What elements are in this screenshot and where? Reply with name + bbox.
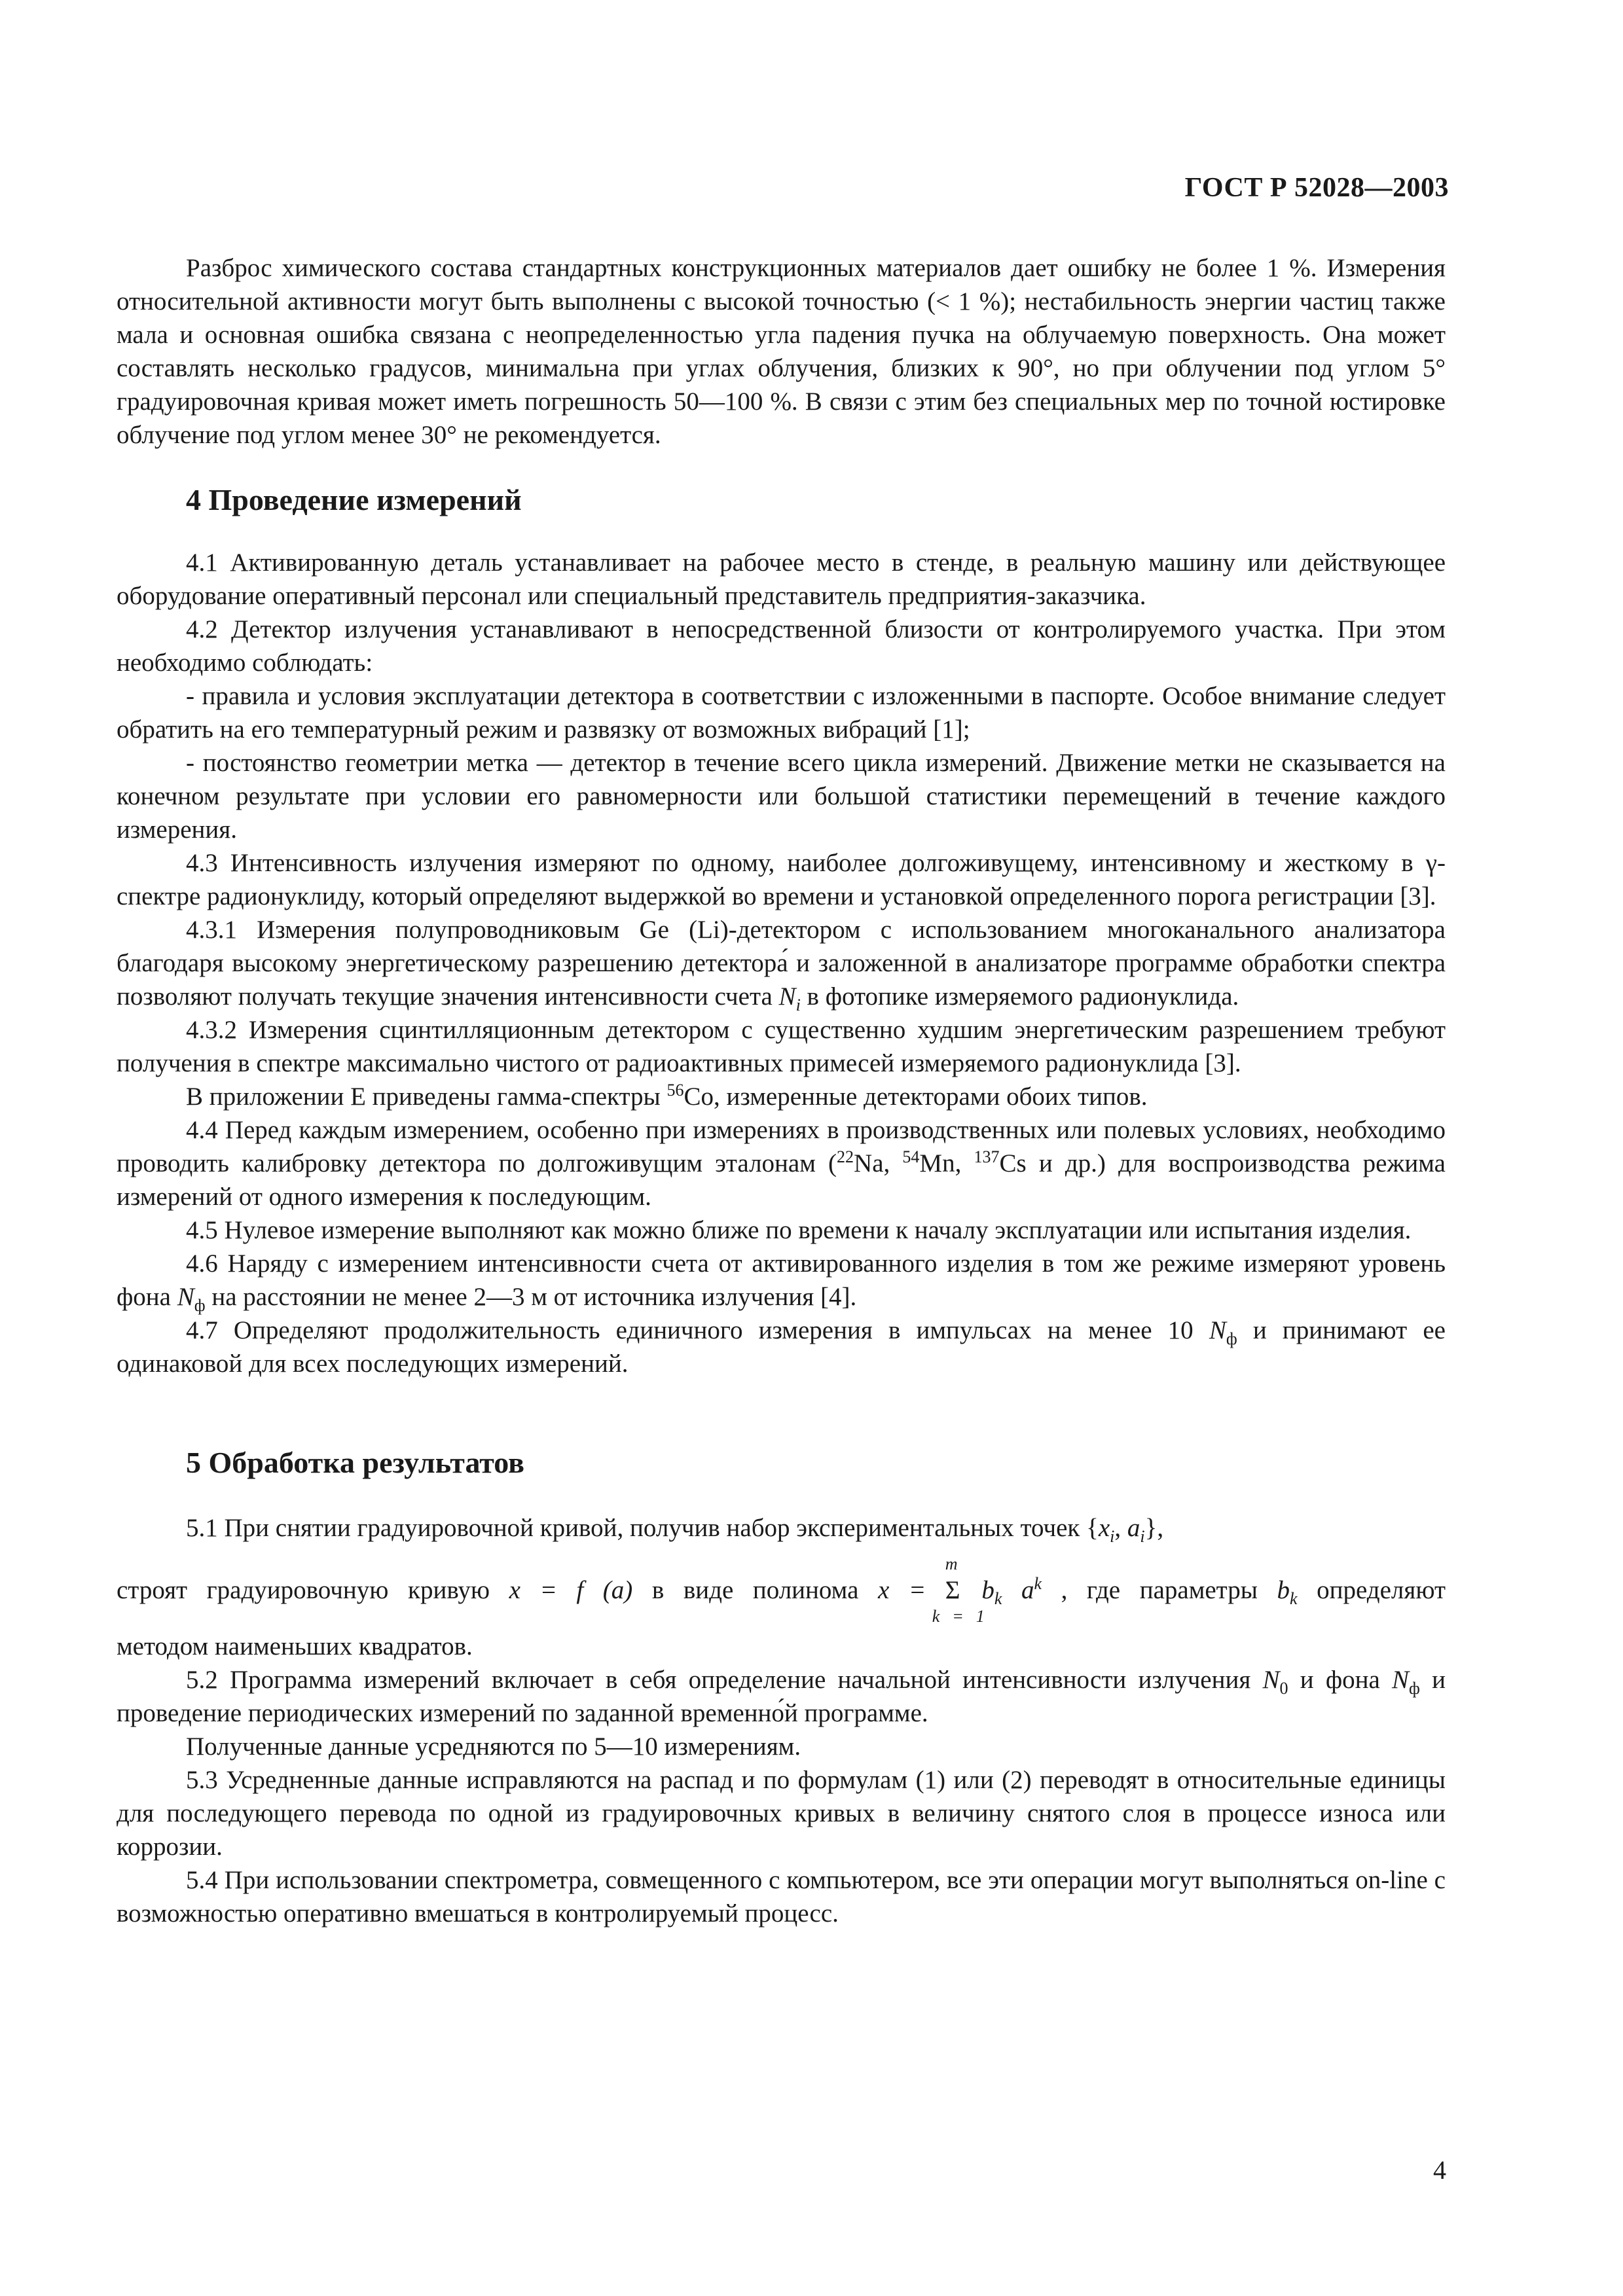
paragraph-4-3-2: 4.3.2 Измерения сцинтилляционным детектором с существенно худшим энергетическим разрешением требуют получения в спектре максимально чистого от радиоактивных примесей измеряемого радионуклида [3]. — [117, 1016, 1446, 1077]
symbol-n-subscript: ф — [194, 1295, 206, 1315]
equation-lhs: x = — [877, 1576, 945, 1604]
symbol-n-subscript: ф — [1226, 1329, 1237, 1348]
symbol-a: a — [1127, 1514, 1140, 1542]
coefficient-b-subscript: k — [994, 1588, 1002, 1608]
formula-line-text-d: определяют — [1297, 1576, 1446, 1604]
formula-line-text-c: , где параметры — [1042, 1576, 1277, 1604]
summation-symbol: Σ — [945, 1576, 960, 1604]
isotope-mass-number: 56 — [666, 1081, 684, 1100]
paragraph-5-2 — [117, 1663, 1446, 1730]
paragraph-4-4-text-a: 4.4 Перед каждым измерением, особенно при измерениях в производственных или полевых условиях, необходимо проводить калибровку детектора по долгоживущим эталонам ( — [117, 1116, 1446, 1177]
formula-line-text-a: строят градуировочную кривую — [117, 1576, 509, 1604]
paragraph-4-3-1-text-b: в фотопике измеряемого радионуклида. — [800, 982, 1239, 1011]
paragraph-5-2-text-b: и фона — [1288, 1666, 1393, 1694]
symbol-n-subscript: i — [795, 995, 801, 1014]
paragraph-4-7-text-a: 4.7 Определяют продолжительность единичного измерения в импульсах на менее 10 — [186, 1316, 1209, 1344]
symbol-x-subscript: i — [1110, 1526, 1115, 1546]
symbol-n: N — [1262, 1666, 1280, 1694]
separator: , — [1114, 1514, 1127, 1542]
paragraph-4-6-text-a: 4.6 Наряду с измерением интенсивности счета от активированного изделия в том же режиме измеряют уровень фона — [117, 1249, 1446, 1311]
paragraph-4-1: 4.1 Активированную деталь устанавливает на рабочее место в стенде, в реальную машину или действующее оборудование оперативный персонал или специальный представитель предприятия-заказчика. — [117, 548, 1446, 610]
paragraph-5-2-averaging: Полученные данные усредняются по 5—10 измерениям. — [186, 1732, 801, 1761]
summation-upper-limit: m — [945, 1554, 958, 1573]
polynomial-formula-line — [117, 1556, 1446, 1624]
symbol-n-subscript: ф — [1409, 1678, 1420, 1698]
appendix-note — [117, 1080, 1446, 1113]
section-5-title: 5 Обработка результатов — [186, 1446, 524, 1479]
paragraph-4-4-text-b: Na, — [854, 1149, 903, 1177]
paragraph-5-1-end: методом наименьших квадратов. — [117, 1632, 473, 1660]
symbol-x: x — [1098, 1514, 1110, 1542]
paragraph-4-5: 4.5 Нулевое измерение выполняют как можно ближе по времени к началу эксплуатации или испытания изделия. — [186, 1216, 1412, 1244]
appendix-note-text-a: В приложении Е приведены гамма-спектры — [186, 1083, 667, 1111]
paragraph-4-6 — [117, 1247, 1446, 1314]
paragraph-5-1-text-b: }, — [1144, 1514, 1164, 1542]
isotope-mass-number: 54 — [902, 1147, 920, 1166]
paragraph-4-3-1-text-a: 4.3.1 Измерения полупроводниковым Ge (Li)-детектором с использованием многоканального анализатора благодаря высокому энергетическому разрешению детектора́ и заложенной в анализаторе программе обработки спектра позволяют получать текущие значения интенсивности счета — [117, 916, 1446, 1011]
variable-a: a — [1002, 1576, 1034, 1604]
summation-lower-limit: k = 1 — [932, 1607, 985, 1626]
paragraph-4-3: 4.3 Интенсивность излучения измеряют по одному, наиболее долгоживущему, интенсивному и жесткому в γ-спектре радионуклиду, который определяют выдержкой во времени и установкой определенного порога регистрации [3]. — [117, 849, 1446, 910]
coefficient-b: b — [962, 1576, 994, 1604]
paragraph-4-2: 4.2 Детектор излучения устанавливают в непосредственной близости от контролируемого участка. При этом необходимо соблюдать: — [117, 615, 1446, 677]
symbol-a-subscript: i — [1140, 1526, 1145, 1546]
variable-a-exponent: k — [1034, 1574, 1042, 1593]
paragraph-5-1-text-a: 5.1 При снятии градуировочной кривой, получив набор экспериментальных точек { — [186, 1514, 1099, 1542]
document-id-header: ГОСТ Р 52028—2003 — [1184, 173, 1449, 203]
appendix-note-text-b: Co, измеренные детекторами обоих типов. — [684, 1083, 1148, 1111]
paragraph-4-6-text-b: на расстоянии не менее 2—3 м от источника излучения [4]. — [205, 1283, 857, 1311]
paragraph-5-3: 5.3 Усредненные данные исправляются на распад и по формулам (1) или (2) переводят в относительные единицы для последующего перевода по одной из градуировочных кривых в величину снятого слоя в процессе износа или коррозии. — [117, 1766, 1446, 1861]
summation-sign — [932, 1554, 985, 1626]
formula-text — [117, 1554, 1446, 1626]
isotope-mass-number: 22 — [837, 1147, 854, 1166]
symbol-n: N — [778, 982, 796, 1011]
paragraph-4-7-text-b: и принимают ее одинаковой для всех последующих измерений. — [117, 1316, 1446, 1378]
paragraph-4-3-1 — [117, 913, 1446, 1013]
symbol-n-subscript: 0 — [1279, 1678, 1288, 1698]
symbol-n: N — [1209, 1316, 1226, 1344]
paragraph-4-4-text-c: Mn, — [919, 1149, 974, 1177]
paragraph-4-2-item-2: - постоянство геометрии метка — детектор в течение всего цикла измерений. Движение метки не сказывается на конечном результате при условии его равномерности или большой статистики перемещений в течение каждого измерения. — [117, 749, 1446, 844]
section-4-title: 4 Проведение измерений — [186, 483, 522, 516]
isotope-mass-number: 137 — [974, 1147, 1000, 1166]
formula-line-text-b: в виде полинома — [632, 1576, 878, 1604]
symbol-n: N — [1392, 1666, 1410, 1694]
page-number: 4 — [1433, 2155, 1446, 2185]
parameter-b-subscript: k — [1289, 1588, 1298, 1608]
paragraph-4-2-item-1: - правила и условия эксплуатации детектора в соответствии с изложенными в паспорте. Особое внимание следует обратить на его температурный режим и развязку от возможных вибраций [1]; — [117, 682, 1446, 744]
document-body — [117, 251, 1446, 1930]
paragraph-5-2-text-a: 5.2 Программа измерений включает в себя определение начальной интенсивности излучения — [186, 1666, 1263, 1694]
paragraph-4-4-text-d: Cs и др.) для воспроизводства режима измерений от одного измерения к последующим. — [117, 1149, 1446, 1211]
intro-paragraph: Разброс химического состава стандартных конструкционных материалов дает ошибку не более 1 %. Измерения относительной активности могут быть выполнены с высокой точностью (< 1 %); нестабильность энергии частиц также мала и основная ошибка связана с неопределенностью угла падения пучка на облучаемую поверхность. Она может составлять несколько градусов, минимальна при углах облучения, близких к 90°, но при облучении под углом 5° градуировочная кривая может иметь погрешность 50—100 %. В связи с этим без специальных мер по точной юстировке облучение под углом менее 30° не рекомендуется. — [117, 254, 1446, 449]
paragraph-4-7 — [117, 1314, 1446, 1380]
paragraph-5-4: 5.4 При использовании спектрометра, совмещенного с компьютером, все эти операции могут выполняться on-line с возможностью оперативно вмешаться в контролируемый процесс. — [117, 1866, 1446, 1928]
paragraph-5-1 — [117, 1511, 1446, 1545]
parameter-b: b — [1277, 1576, 1290, 1604]
paragraph-4-4 — [117, 1113, 1446, 1213]
paragraph-5-2-text-c: и проведение периодических измерений по заданной временно́й программе. — [117, 1666, 1446, 1727]
symbol-n: N — [177, 1283, 194, 1311]
equation-x-f-a: x = f (a) — [509, 1576, 633, 1604]
